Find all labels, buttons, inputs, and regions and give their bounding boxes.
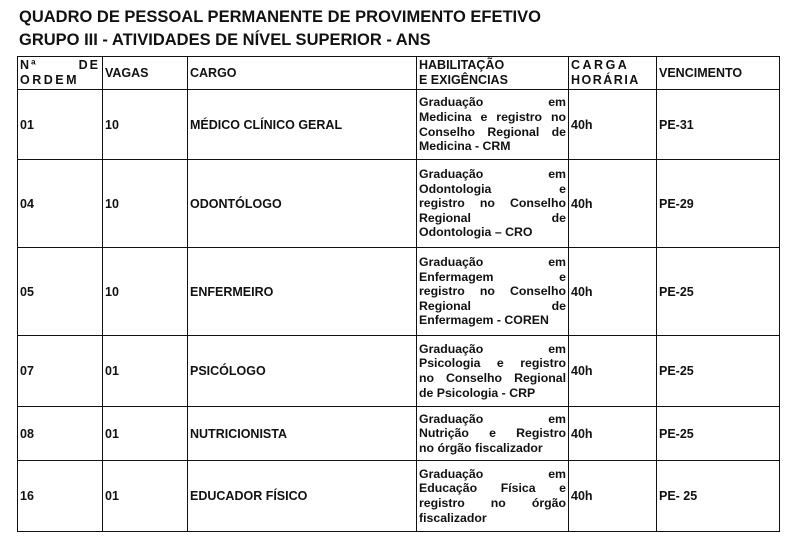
habilitacao-line: Graduação em [419,167,566,182]
cell-carga: 40h [569,248,657,336]
table-row [18,407,780,461]
cell-habilitacao [417,336,569,407]
cell-carga: 40h [569,160,657,248]
habilitacao-line: fiscalizador [419,510,487,525]
header-carga-line1: CARGA [571,58,630,72]
cell-habilitacao [417,461,569,532]
cell-carga: 40h [569,90,657,160]
document-subtitle: GRUPO III - ATIVIDADES DE NÍVEL SUPERIOR - ANS [19,31,431,49]
header-row [18,57,780,90]
cell-cargo: ENFERMEIRO [188,248,417,336]
table-row [18,90,780,160]
table-row [18,248,780,336]
habilitacao-line: Medicina e registro no [419,109,566,124]
cell-vagas: 10 [103,90,188,160]
header-carga-line2: HORÁRIA [571,73,640,87]
cell-carga: 40h [569,407,657,461]
cell-ordem: 08 [18,407,103,461]
header-ordem-part1: Nª [20,58,38,72]
cell-ordem: 16 [18,461,103,532]
cell-vagas: 10 [103,248,188,336]
cell-carga: 40h [569,461,657,532]
header-habilitacao [417,57,569,90]
table-row [18,461,780,532]
cell-vagas: 10 [103,160,188,248]
staff-table [17,56,780,532]
cell-carga: 40h [569,336,657,407]
header-cargo [188,57,417,90]
habilitacao-line: registro no Conselho [419,284,566,299]
habilitacao-line: Graduação em [419,255,566,270]
habilitacao-line: Medicina - CRM [419,139,511,154]
cell-habilitacao [417,160,569,248]
habilitacao-line: Graduação em [419,341,566,356]
header-ordem-part2: DE [78,58,100,72]
habilitacao-line: no órgão fiscalizador [419,440,543,455]
cell-vencimento: PE-25 [657,248,780,336]
header-vagas [103,57,188,90]
cell-ordem: 04 [18,160,103,248]
habilitacao-line: Conselho Regional de [419,124,566,139]
cell-vencimento: PE-25 [657,336,780,407]
habilitacao-line: Regional de [419,298,566,313]
header-carga [569,57,657,90]
document-title: QUADRO DE PESSOAL PERMANENTE DE PROVIMENTO EFETIVO [19,8,541,26]
header-vencimento [657,57,780,90]
cell-ordem: 05 [18,248,103,336]
habilitacao-line: registro no órgão [419,496,566,510]
header-ordem-top [20,58,100,73]
habilitacao-line: Educação Física e [419,481,566,496]
habilitacao-line: Graduação em [419,411,566,426]
cell-vagas: 01 [103,407,188,461]
cell-habilitacao [417,407,569,461]
header-ordem [18,57,103,90]
cell-cargo: ODONTÓLOGO [188,160,417,248]
cell-cargo: EDUCADOR FÍSICO [188,461,417,532]
habilitacao-line: Graduação em [419,95,566,110]
habilitacao-line: de Psicologia - CRP [419,385,536,400]
header-cargo-label: CARGO [190,65,237,80]
habilitacao-line: Regional de [419,210,566,225]
header-vagas-label: VAGAS [105,65,149,80]
cell-ordem: 07 [18,336,103,407]
cell-cargo: NUTRICIONISTA [188,407,417,461]
habilitacao-line: no Conselho Regional [419,371,566,385]
cell-cargo: PSICÓLOGO [188,336,417,407]
table-header [18,57,780,90]
habilitacao-line: registro no Conselho [419,196,566,211]
header-habilitacao-line1: HABILITAÇÃO [419,58,505,72]
header-habilitacao-line2: E EXIGÊNCIAS [419,73,508,87]
header-ordem-part3: ORDEM [20,73,80,87]
table-row [18,160,780,248]
habilitacao-line: Odontologia – CRO [419,225,533,240]
header-vencimento-label: VENCIMENTO [659,65,743,80]
cell-habilitacao [417,90,569,160]
cell-cargo: MÉDICO CLÍNICO GERAL [188,90,417,160]
cell-vagas: 01 [103,461,188,532]
cell-vencimento: PE-29 [657,160,780,248]
habilitacao-line: Graduação em [419,466,566,481]
habilitacao-line: Enfermagem e [419,269,566,284]
habilitacao-line: Odontologia e [419,181,566,196]
habilitacao-line: Nutrição e Registro [419,426,566,441]
table-row [18,336,780,407]
cell-vencimento: PE-31 [657,90,780,160]
cell-vencimento: PE-25 [657,407,780,461]
habilitacao-line: Enfermagem - COREN [419,313,549,328]
habilitacao-line: Psicologia e registro [419,356,566,371]
table-body [18,90,780,532]
cell-vencimento: PE- 25 [657,461,780,532]
cell-habilitacao [417,248,569,336]
cell-vagas: 01 [103,336,188,407]
cell-ordem: 01 [18,90,103,160]
